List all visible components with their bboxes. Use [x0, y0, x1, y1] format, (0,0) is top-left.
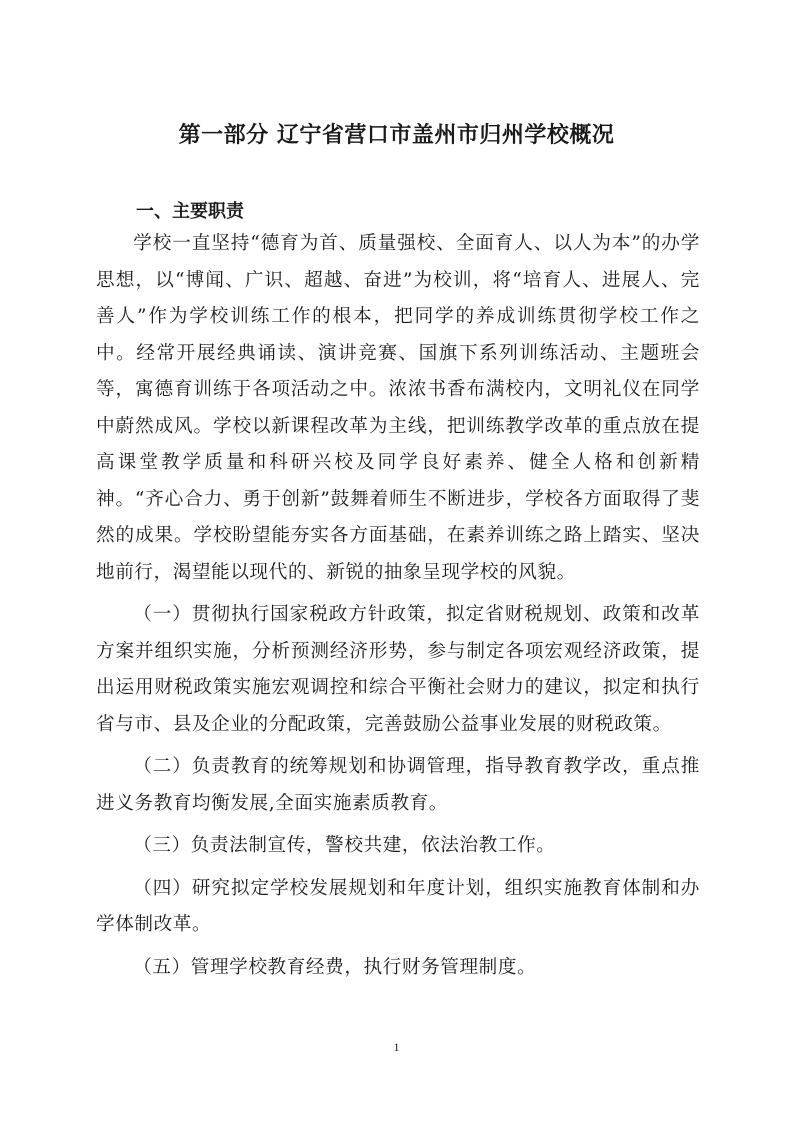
paragraph-duty-3: （三）负责法制宣传，警校共建，依法治教工作。 [133, 835, 556, 856]
page-number: 1 [393, 1040, 400, 1054]
paragraph-duty-4: （四）研究拟定学校发展规划和年度计划，组织实施教育体制和办学体制改革。 [96, 877, 700, 935]
document-body [96, 226, 700, 986]
paragraph-duty-1: （一）贯彻执行国家税政方针政策，拟定省财税规划、政策和改革方案并组织实施，分析预测经济形势，参与制定各项宏观经济政策，提出运用财税政策实施宏观调控和综合平衡社会财力的建议，拟定和执行省与市、县及企业的分配政策，完善鼓励公益事业发展的财税政策。 [96, 604, 700, 735]
paragraph-duty-5: （五）管理学校教育经费，执行财务管理制度。 [133, 956, 537, 978]
paragraph-school-overview: 学校一直坚持“德育为首、质量强校、全面育人、以人为本”的办学思想，以“博闻、广识、超越、奋进”为校训，将“培育人、进展人、完善人”作为学校训练工作的根本，把同学的养成训练贯彻学校工作之中。经常开展经典诵读、演讲竞赛、国旗下系列训练活动、主题班会等，寓德育训练于各项活动之中。浓浓书香布满校内，文明礼仪在同学中蔚然成风。学校以新课程改革为主线，把训练教学改革的重点放在提高课堂教学质量和科研兴校及同学良好素养、健全人格和创新精神。“齐心合力、勇于创新”鼓舞着师生不断进步，学校各方面取得了斐然的成果。学校盼望能夯实各方面基础，在素养训练之路上踏实、坚决地前行，渴望能以现代的、新锐的抽象呈现学校的风貌。 [96, 233, 700, 583]
paragraph-duty-2: （二）负责教育的统筹规划和协调管理，指导教育教学改，重点推进义务教育均衡发展,全面实施素质教育。 [96, 756, 700, 814]
page-title: 第一部分 辽宁省营口市盖州市归州学校概况 [178, 123, 615, 148]
section-heading: 一、主要职责 [136, 201, 244, 222]
